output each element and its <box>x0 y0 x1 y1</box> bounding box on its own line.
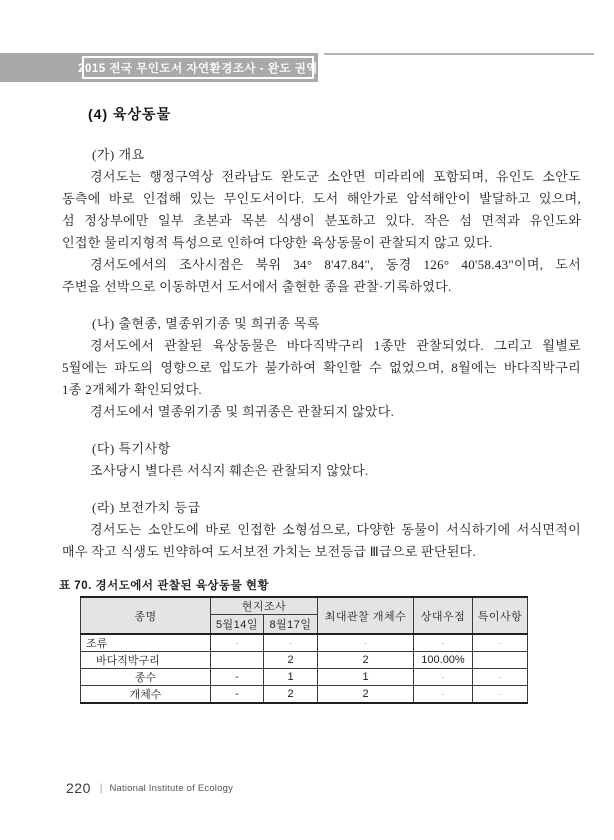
table-row-species <box>81 652 528 669</box>
col-header-species: 종명 <box>81 597 211 634</box>
paragraph-line: 인접한 물리지형적 특성으로 인하여 다양한 육상동물이 관찰되지 않고 있다. <box>62 235 493 250</box>
paragraph <box>62 519 581 563</box>
table-cell <box>211 652 264 669</box>
col-header-survey: 현지조사 <box>211 597 318 615</box>
paragraph-line: 경서도에서 관찰된 육상동물은 바다직박구리 1종만 관찰되었다. 그리고 월별로 <box>90 338 581 353</box>
paragraph <box>62 166 581 254</box>
table-cell: 1 <box>264 669 318 686</box>
table-cell <box>473 652 528 669</box>
paragraph <box>62 335 581 401</box>
subsection-heading-da: (다) 특기사항 <box>92 441 171 456</box>
table-cell: 100.00% <box>414 652 473 669</box>
table-cell: · <box>264 634 318 652</box>
page-footer <box>66 780 233 796</box>
col-header-dominance: 상대우점 <box>414 597 473 634</box>
subsection-heading-ra: (라) 보전가치 등급 <box>92 500 201 515</box>
table-cell: · <box>473 669 528 686</box>
paragraph-line: 섬 정상부에만 일부 초본과 목본 식생이 분포하고 있다. 작은 섬 면적과 유인도와 <box>62 213 581 228</box>
paragraph-line: 경서도에서 멸종위기종 및 희귀종은 관찰되지 않았다. <box>90 404 395 419</box>
table-cell: · <box>473 686 528 704</box>
table-cell: - <box>211 669 264 686</box>
report-header-title: 2015 전국 무인도서 자연환경조사 - 완도 권역 <box>82 56 314 79</box>
table-row-summary <box>81 686 528 704</box>
col-header-date1: 5월14일 <box>211 615 264 635</box>
paragraph-line: 5월에는 파도의 영향으로 입도가 불가하여 확인할 수 없었으며, 8월에는 바다직박구리 <box>62 360 581 375</box>
table-caption: 표 70. 경서도에서 관찰된 육상동물 현황 <box>59 580 270 592</box>
paragraph <box>62 401 581 423</box>
section-title: (4) 육상동물 <box>88 106 172 122</box>
paragraph-line: 경서도는 행정구역상 전라남도 완도군 소안면 미라리에 포함되며, 유인도 소안도 <box>90 169 581 184</box>
paragraph-line: 매우 작고 식생도 빈약하여 도서보전 가치는 보전등급 Ⅲ급으로 판단된다. <box>62 544 477 559</box>
paragraph-line: 경서도는 소안도에 바로 인접한 소형섬으로, 다양한 동물이 서식하기에 서식면적이 <box>90 522 581 537</box>
paragraph-line: 경서도에서의 조사시점은 북위 34° 8'47.84", 동경 126° 40'58.43"이며, 도서 <box>90 257 581 272</box>
col-header-notes: 특이사항 <box>473 597 528 634</box>
paragraph <box>62 254 581 298</box>
page-number: 220 <box>66 780 91 796</box>
paragraph-line: 동측에 바로 인접해 있는 무인도서이다. 도서 해안가로 암석해안이 발달하고 있으며, <box>62 191 581 206</box>
table-cell: · <box>318 634 414 652</box>
report-header-bar <box>0 53 318 82</box>
header-rule <box>324 53 594 55</box>
subsection-heading-ga: (가) 개요 <box>92 147 145 162</box>
table-cell-name: 조류 <box>81 634 211 652</box>
footer-org: National Institute of Ecology <box>109 782 234 794</box>
table-cell: 1 <box>318 669 414 686</box>
table-row-group <box>81 634 528 652</box>
table-cell: · <box>414 686 473 704</box>
footer-divider: | <box>99 782 103 794</box>
table-cell: - <box>211 686 264 704</box>
table-cell-name: 종수 <box>81 669 211 686</box>
subsection-heading-na: (나) 출현종, 멸종위기종 및 희귀종 목록 <box>92 316 321 331</box>
page-content <box>59 104 581 704</box>
table-cell: · <box>473 634 528 652</box>
table-cell: · <box>414 634 473 652</box>
paragraph <box>62 460 581 482</box>
paragraph-line: 1종 2개체가 확인되었다. <box>62 382 202 397</box>
table-cell: 2 <box>264 686 318 704</box>
species-table <box>80 596 528 704</box>
table-cell: 2 <box>264 652 318 669</box>
paragraph-line: 주변을 선박으로 이동하면서 도서에서 출현한 종을 관찰·기록하였다. <box>62 279 452 294</box>
paragraph-line: 조사당시 별다른 서식지 훼손은 관찰되지 않았다. <box>90 463 369 478</box>
table-cell-name: 바다직박구리 <box>81 652 211 669</box>
table-cell: · <box>414 669 473 686</box>
table-cell: · <box>211 634 264 652</box>
table-cell: 2 <box>318 686 414 704</box>
table-cell: 2 <box>318 652 414 669</box>
col-header-max: 최대관찰 개체수 <box>318 597 414 634</box>
table-row-summary <box>81 669 528 686</box>
table-cell-name: 개체수 <box>81 686 211 704</box>
col-header-date2: 8월17일 <box>264 615 318 635</box>
